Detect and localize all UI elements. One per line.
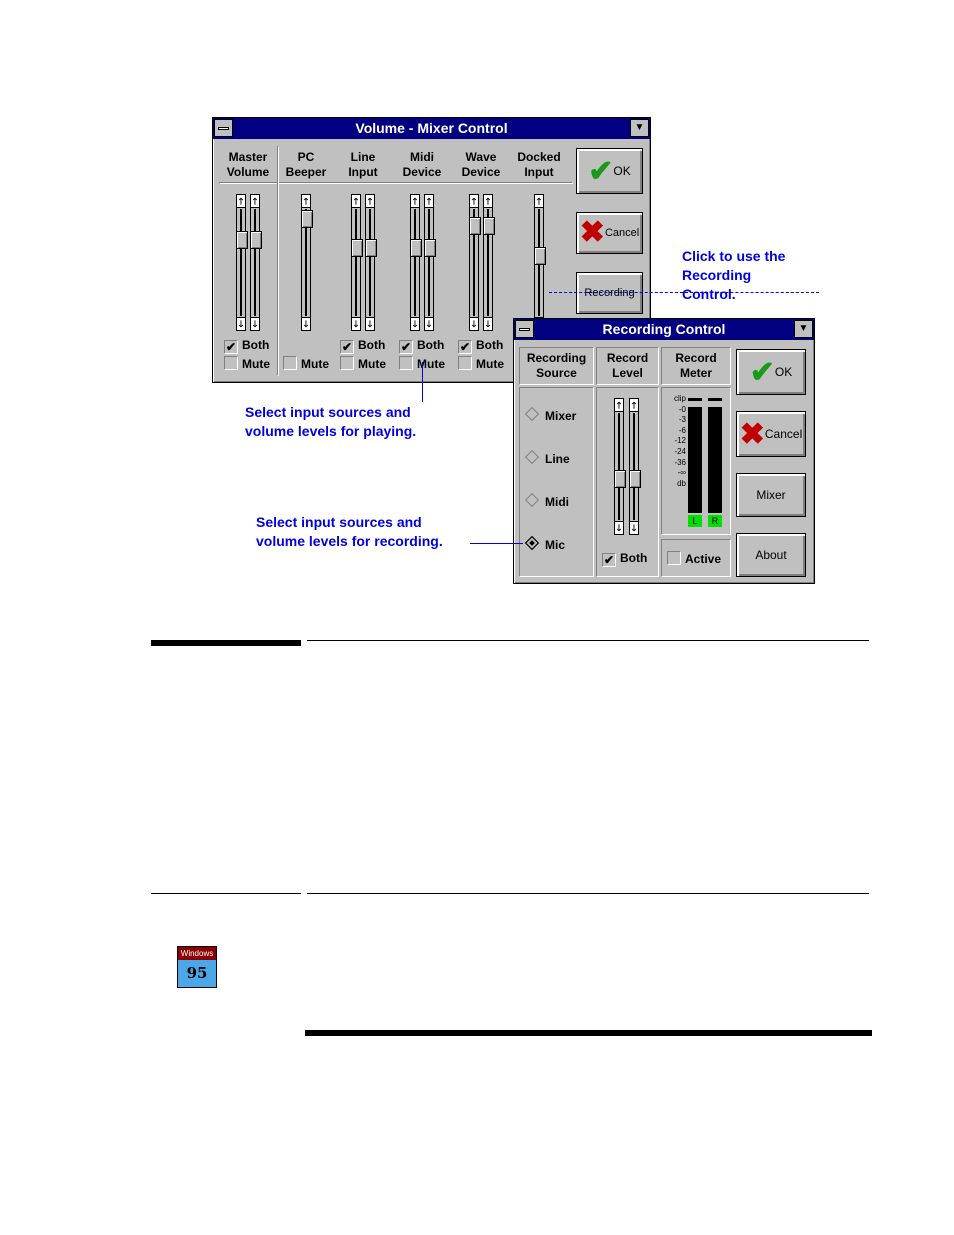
meter-scale-label: -36	[674, 457, 686, 467]
mute-checkbox[interactable]	[340, 356, 386, 371]
active-label: Active	[685, 552, 722, 566]
both-checkbox[interactable]	[340, 338, 385, 354]
x-icon: ✖	[579, 216, 605, 250]
meter-scale	[662, 394, 686, 489]
arrow-up-icon[interactable]: 🡑	[303, 196, 309, 206]
mixer-cancel-label: Cancel	[604, 227, 640, 239]
recording-control-window	[513, 318, 815, 584]
source-label: Line	[545, 452, 570, 466]
mixer-minimize-button[interactable]: ▼	[630, 119, 649, 137]
volume-slider[interactable]	[410, 194, 420, 331]
both-checkbox[interactable]	[224, 338, 269, 354]
level-panel	[596, 387, 659, 577]
section-rule-thin-2a	[151, 893, 301, 894]
arrow-down-icon[interactable]: 🡓	[485, 319, 491, 329]
recording-button[interactable]	[576, 272, 643, 314]
mixer-cancel-button[interactable]	[576, 212, 643, 254]
recording-title-bar[interactable]	[514, 319, 814, 340]
mute-label: Mute	[242, 357, 270, 371]
slider-thumb[interactable]	[410, 239, 422, 257]
mixer-ok-label: OK	[613, 164, 631, 178]
slider-thumb[interactable]	[351, 239, 363, 257]
meter-scale-label: -24	[674, 446, 686, 456]
empty-checkbox-icon	[458, 356, 472, 370]
slider-thumb[interactable]	[614, 470, 626, 488]
both-label: Both	[242, 338, 270, 352]
clip-indicator-right	[708, 398, 722, 401]
mixer-title-bar[interactable]	[213, 118, 650, 139]
both-label: Both	[476, 338, 504, 352]
meter-scale-label: db	[677, 478, 686, 488]
arrow-up-icon[interactable]: 🡑	[426, 196, 432, 206]
slider-thumb[interactable]	[424, 239, 436, 257]
slider-thumb[interactable]	[301, 210, 313, 228]
slider-thumb[interactable]	[483, 217, 495, 235]
mixer-button-label: Mixer	[756, 488, 786, 502]
recording-cancel-label: Cancel	[764, 427, 803, 441]
slider-thumb[interactable]	[534, 247, 546, 265]
arrow-down-icon[interactable]: 🡓	[252, 319, 258, 329]
arrow-up-icon[interactable]: 🡑	[412, 196, 418, 206]
source-header: Recording Source	[526, 351, 587, 380]
volume-slider[interactable]	[534, 194, 544, 331]
mixer-button[interactable]	[736, 473, 806, 517]
mixer-column-header: Wave Device	[461, 150, 501, 179]
source-radio-mic[interactable]	[527, 538, 565, 552]
clip-indicator-left	[688, 398, 702, 401]
volume-slider[interactable]	[365, 194, 375, 331]
mixer-column-header: Line Input	[348, 150, 378, 179]
about-button[interactable]	[736, 533, 806, 577]
volume-slider[interactable]	[250, 194, 260, 331]
arrow-up-icon[interactable]: 🡑	[353, 196, 359, 206]
arrow-down-icon[interactable]: 🡓	[426, 319, 432, 329]
empty-checkbox-icon	[340, 356, 354, 370]
both-checkbox[interactable]	[399, 338, 444, 354]
arrow-up-icon[interactable]: 🡑	[471, 196, 477, 206]
source-radio-midi[interactable]	[527, 495, 569, 509]
about-button-label: About	[755, 548, 787, 562]
meter-scale-label: -0	[678, 404, 686, 414]
radio-diamond-icon	[525, 450, 539, 464]
recording-button-label: Recording	[584, 287, 635, 299]
volume-slider[interactable]	[469, 194, 479, 331]
arrow-down-icon[interactable]: 🡓	[412, 319, 418, 329]
recording-title: Recording Control	[602, 321, 726, 337]
meter-bar-right	[708, 407, 722, 513]
record-both-checkbox[interactable]	[602, 551, 647, 567]
checkmark-icon: ✔	[749, 355, 775, 389]
mixer-header-divider	[219, 182, 573, 184]
empty-checkbox-icon	[283, 356, 297, 370]
empty-checkbox-icon	[399, 356, 413, 370]
meter-left-label: L	[688, 515, 702, 527]
mute-label: Mute	[476, 357, 504, 371]
arrow-up-icon[interactable]: 🡑	[536, 196, 542, 206]
arrow-down-icon[interactable]: 🡓	[303, 319, 309, 329]
arrow-down-icon[interactable]: 🡓	[616, 523, 622, 533]
slider-thumb[interactable]	[629, 470, 641, 488]
callout-rec: Select input sources and volume levels for recording.	[256, 514, 443, 549]
arrow-down-icon[interactable]: 🡓	[471, 319, 477, 329]
meter-header: Record Meter	[675, 351, 717, 380]
volume-slider[interactable]	[301, 194, 311, 331]
check-icon: ✔	[225, 340, 237, 354]
radio-diamond-icon	[525, 493, 539, 507]
slider-thumb[interactable]	[236, 231, 248, 249]
x-icon: ✖	[739, 417, 765, 451]
section-rule-thin-1	[307, 640, 869, 641]
arrow-up-icon[interactable]: 🡑	[252, 196, 258, 206]
volume-slider[interactable]	[236, 194, 246, 331]
arrow-up-icon[interactable]: 🡑	[238, 196, 244, 206]
recording-ok-label: OK	[774, 365, 793, 379]
both-checkbox[interactable]	[458, 338, 503, 354]
active-checkbox[interactable]	[667, 551, 721, 566]
mixer-column-header: PC Beeper	[285, 150, 327, 179]
mixer-column-header: Master Volume	[226, 150, 270, 179]
slider-thumb[interactable]	[365, 239, 377, 257]
meter-scale-label: -12	[674, 436, 686, 446]
arrow-down-icon[interactable]: 🡓	[238, 319, 244, 329]
arrow-down-icon[interactable]: 🡓	[631, 523, 637, 533]
both-label: Both	[417, 338, 445, 352]
master-divider	[277, 146, 279, 376]
record-level-slider-right[interactable]	[629, 398, 639, 535]
mixer-ok-button[interactable]	[576, 148, 643, 194]
recording-ok-button[interactable]	[736, 349, 806, 395]
empty-checkbox-icon	[224, 356, 238, 370]
callout-rec-line	[470, 543, 523, 544]
slider-thumb[interactable]	[250, 231, 262, 249]
recording-system-menu-button[interactable]	[515, 320, 534, 338]
meter-scale-label: -3	[678, 415, 686, 425]
mute-checkbox[interactable]	[224, 356, 270, 371]
volume-slider[interactable]	[483, 194, 493, 331]
both-label: Both	[358, 338, 386, 352]
both-label: Both	[620, 551, 648, 565]
volume-slider[interactable]	[351, 194, 361, 331]
section-rule-thick-2	[305, 1030, 872, 1036]
arrow-up-icon[interactable]: 🡑	[616, 400, 622, 410]
source-label: Mixer	[545, 409, 577, 423]
windows-95-icon: Windows 95	[177, 946, 217, 988]
meter-right-label: R	[708, 515, 722, 527]
source-label: Mic	[545, 538, 566, 552]
callout-recording-line	[549, 292, 819, 293]
radio-diamond-icon	[525, 536, 539, 550]
source-radio-mixer[interactable]	[527, 409, 576, 423]
check-icon: ✔	[603, 553, 615, 567]
callout-recording: Click to use the Recording Control.	[682, 248, 786, 302]
level-header: Record Level	[606, 351, 649, 380]
arrow-up-icon[interactable]: 🡑	[485, 196, 491, 206]
recording-minimize-button[interactable]: ▼	[794, 320, 813, 338]
section-rule-thin-2b	[307, 893, 869, 894]
check-icon: ✔	[400, 340, 412, 354]
recording-cancel-button[interactable]	[736, 411, 806, 457]
arrow-up-icon[interactable]: 🡑	[367, 196, 373, 206]
arrow-down-icon[interactable]: 🡓	[367, 319, 373, 329]
radio-diamond-icon	[525, 407, 539, 421]
mute-label: Mute	[417, 357, 445, 371]
slider-thumb[interactable]	[469, 217, 481, 235]
volume-slider[interactable]	[424, 194, 434, 331]
mixer-column-header: Midi Device	[402, 150, 442, 179]
empty-checkbox-icon	[667, 551, 681, 565]
record-level-slider-left[interactable]	[614, 398, 624, 535]
checkmark-icon: ✔	[588, 154, 614, 188]
section-rule-thick-1	[151, 640, 301, 646]
arrow-down-icon[interactable]: 🡓	[353, 319, 359, 329]
mute-checkbox[interactable]	[458, 356, 504, 371]
mute-label: Mute	[358, 357, 386, 371]
callout-playing-line	[422, 362, 423, 402]
meter-scale-label: -6	[678, 425, 686, 435]
source-radio-line[interactable]	[527, 452, 570, 466]
source-label: Midi	[545, 495, 569, 509]
mixer-system-menu-button[interactable]	[214, 119, 233, 137]
mixer-title: Volume - Mixer Control	[355, 120, 508, 136]
callout-playing: Select input sources and volume levels for playing.	[245, 404, 417, 439]
check-icon: ✔	[459, 340, 471, 354]
mixer-column-header: Docked Input	[517, 150, 561, 179]
meter-scale-label: -∞	[677, 468, 686, 478]
check-icon: ✔	[341, 340, 353, 354]
arrow-up-icon[interactable]: 🡑	[631, 400, 637, 410]
mute-label: Mute	[301, 357, 329, 371]
meter-bar-left	[688, 407, 702, 513]
mute-checkbox[interactable]	[283, 356, 329, 371]
meter-scale-label: clip	[673, 394, 686, 403]
